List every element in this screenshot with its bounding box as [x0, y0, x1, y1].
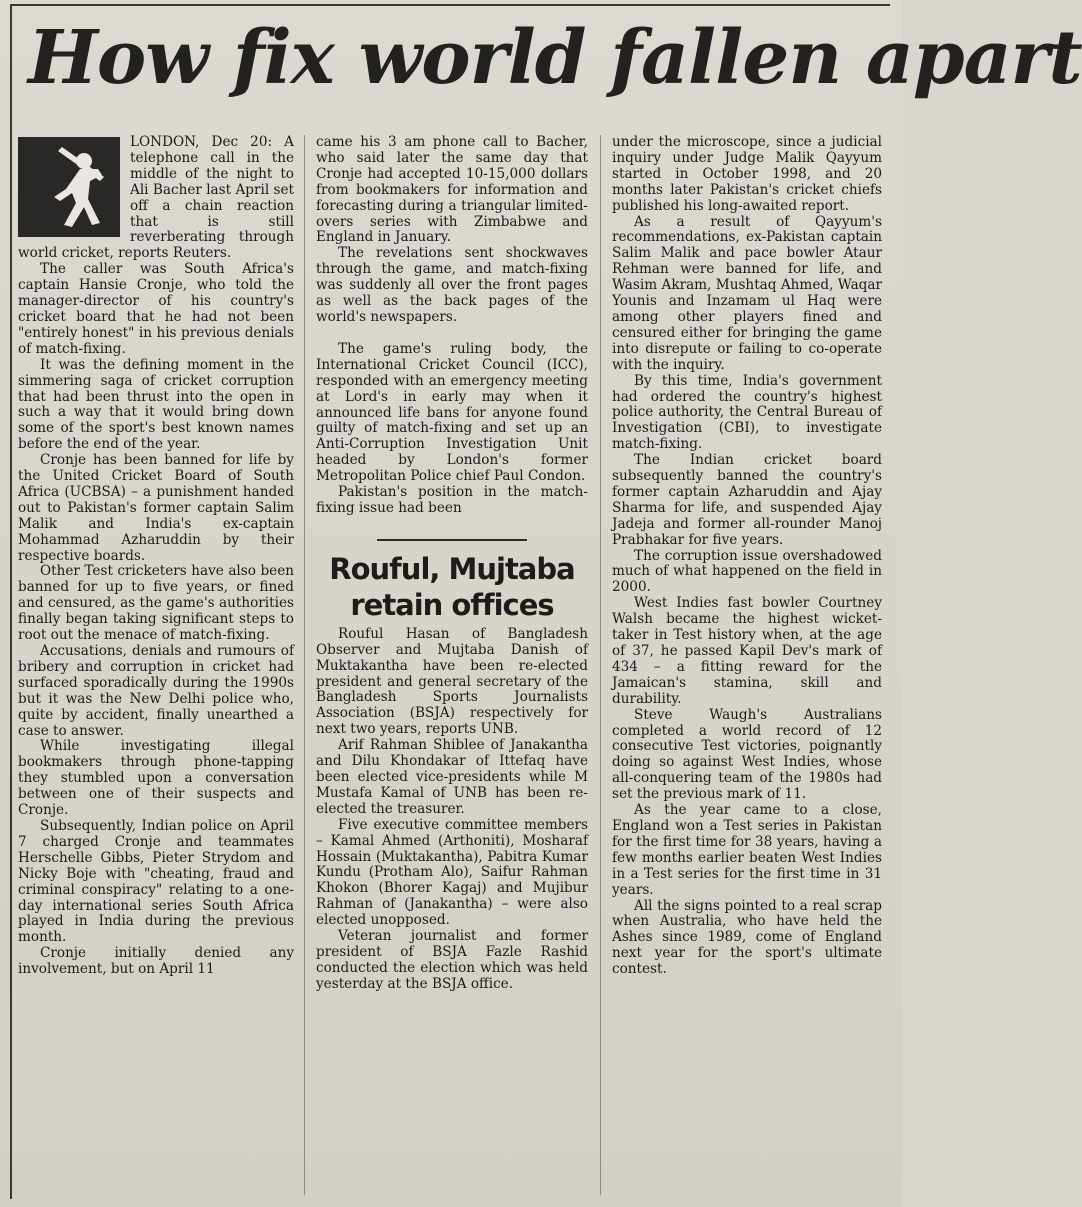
paragraph: Five executive committee members – Kamal Ahmed (Arthoniti), Mosharaf Hossain (Muktakantha), Pabitra Kumar Kundu (Protham Alo), Saifur Rahman Khokon (Bhorer Kagaj) and Mujibur Rahman of (Janakantha) – were also elected unopposed.	[316, 816, 588, 929]
paragraph: Veteran journalist and former president of BSJA Fazle Rashid conducted the election which was held yesterday at the BSJA office.	[316, 928, 588, 992]
paragraph: Cronje has been banned for life by the United Cricket Board of South Africa (UCBSA) – a punishment handed out to Pakistan's former captain Salim Malik and India's ex-captain Mohammad Azharuddin by their respective boards.	[18, 452, 294, 564]
paragraph: Rouful Hasan of Bangladesh Observer and Mujtaba Danish of Muktakantha have been re-elected president and general secretary of the Bangladesh Sports Journalists Association (BSJA) respectively for next two years, reports UNB.	[316, 625, 588, 738]
dateline: LONDON, Dec 20:	[130, 134, 273, 150]
paragraph: It was the defining moment in the simmering saga of cricket corruption that had been thrust into the open in such a way that it would bring down some of the sport's best known names before the end of the year.	[18, 356, 294, 453]
column-divider-1	[304, 135, 305, 1195]
paragraph: came his 3 am phone call to Bacher, who said later the same day that Cronje had accepted 10-15,000 dollars from bookmakers for information and forecasting during a triangular limited-overs series with Zimbabwe and England in January.	[316, 134, 588, 246]
story-column-3	[612, 135, 882, 1197]
left-border	[10, 4, 12, 1199]
paragraph: Pakistan's position in the match-fixing issue had been	[316, 484, 588, 516]
cricketer-batting-icon	[18, 137, 120, 237]
main-headline: How fix world fallen apart	[28, 15, 1082, 101]
paragraph: West Indies fast bowler Courtney Walsh became the highest wicket-taker in Test history when, at the age of 37, he passed Kapil Dev's mark of 434 – a fitting reward for the Jamaican's stamina, skill and durability.	[612, 595, 882, 707]
paragraph: The revelations sent shockwaves through the game, and match-fixing was suddenly all over the front pages as well as the back pages of the world's newspapers.	[316, 245, 588, 325]
paragraph: As the year came to a close, England won a Test series in Pakistan for the first time for 38 years, having a few months earlier beaten West Indies in a Test series for the first time in 31 years.	[612, 802, 882, 898]
paragraph: The Indian cricket board subsequently banned the country's former captain Azharuddin and Ajay Sharma for life, and suspended Ajay Jadeja and former all-rounder Manoj Prabhakar for five years.	[612, 452, 882, 548]
column-divider-2	[600, 135, 601, 1195]
paragraph: Steve Waugh's Australians completed a world record of 12 consecutive Test victories, poignantly doing so against West Indies, whose all-conquering team of the 1980s had set the previous mark of 11.	[612, 706, 882, 803]
paragraph: Accusations, denials and rumours of bribery and corruption in cricket had surfaced sporadically during the 1990s but it was the New Delhi police who, quite by accident, finally unearthed a case to answer.	[18, 643, 294, 739]
second-story-headline: Rouful, Mujtaba retain offices	[329, 551, 575, 622]
paragraph: The caller was South Africa's captain Hansie Cronje, who told the manager-director of his country's cricket board that he had not been "entirely honest" in his previous denials of match-fixing.	[18, 261, 294, 357]
story-column-2	[316, 135, 588, 1197]
paragraph: A telephone call in the middle of the night to Ali Bacher last April set off a chain reaction that is still reverberating through world cricket, reports Reuters.	[18, 134, 294, 262]
paragraph: All the signs pointed to a real scrap when Australia, who have held the Ashes since 1989, come of England next year for the sport's ultimate contest.	[612, 897, 882, 978]
paragraph: By this time, India's government had ordered the country's highest police authority, the Central Bureau of Investigation (CBI), to investigate match-fixing.	[612, 372, 882, 453]
top-border	[10, 4, 890, 6]
paragraph: Other Test cricketers have also been banned for up to five years, or fined and censured, as the game's authorities finally began taking significant steps to root out the menace of match-fixing.	[18, 563, 294, 644]
paragraph: Arif Rahman Shiblee of Janakantha and Dilu Khondakar of Ittefaq have been elected vice-presidents while M Mustafa Kamal of UNB has been re-elected the treasurer.	[316, 737, 588, 817]
paragraph: under the microscope, since a judicial inquiry under Judge Malik Qayyum started in October 1998, and 20 months later Pakistan's cricket chiefs published his long-awaited report.	[612, 134, 882, 214]
paragraph: Subsequently, Indian police on April 7 charged Cronje and teammates Herschelle Gibbs, Pieter Strydom and Nicky Boje with "cheating, fraud and criminal conspiracy" relating to a one-day international series South Africa played in India during the previous month.	[18, 817, 294, 946]
paragraph: The corruption issue overshadowed much of what happened on the field in 2000.	[612, 547, 882, 596]
paragraph: As a result of Qayyum's recommendations, ex-Pakistan captain Salim Malik and pace bowler Ataur Rehman were banned for life, and Wasim Akram, Mushtaq Ahmed, Waqar Younis and Inzamam ul Haq were among other players fined and censured either for bringing the game into disrepute or failing to co-operate with the inquiry.	[612, 213, 882, 373]
paragraph: The game's ruling body, the International Cricket Council (ICC), responded with an emergency meeting at Lord's in early may when it announced life bans for anyone found guilty of match-fixing and set up an Anti-Corruption Investigation Unit headed by London's former Metropolitan Police chief Paul Condon.	[316, 340, 588, 485]
story-column-1	[18, 135, 294, 1197]
paragraph: Cronje initially denied any involvement, but on April 11	[18, 945, 294, 978]
story-separator	[377, 539, 527, 541]
paragraph: While investigating illegal bookmakers through phone-tapping they stumbled upon a conversation between one of their suspects and Cronje.	[18, 738, 294, 819]
